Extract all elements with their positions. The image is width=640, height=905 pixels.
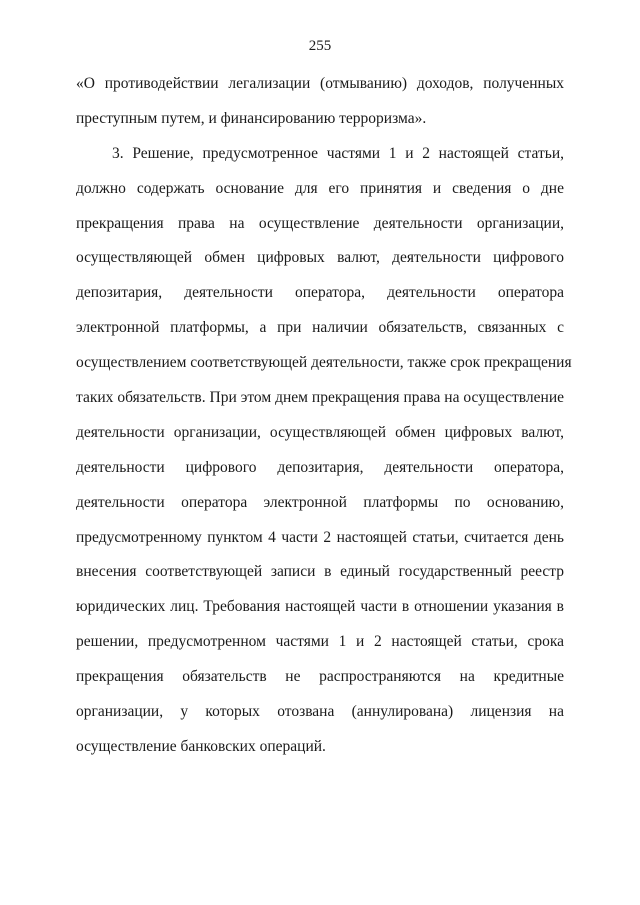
paragraph-start-line: 3. Решение, предусмотренное частями 1 и 2 настоящей статьи, [112,144,564,162]
text-line: депозитария, деятельности оператора, деятельности оператора [76,284,564,302]
text-line: решении, предусмотренном частями 1 и 2 настоящей статьи, срока [76,633,564,651]
text-line: осуществлением соответствующей деятельности, также срок прекращения [76,354,572,372]
document-body [76,74,572,772]
text-line: деятельности цифрового депозитария, деятельности оператора, [76,458,564,476]
text-line: прекращения обязательств не распространяются на кредитные [76,668,564,686]
text-line: предусмотренному пунктом 4 части 2 настоящей статьи, считается день [76,528,564,546]
text-line: осуществляющей обмен цифровых валют, деятельности цифрового [76,249,564,267]
text-line: электронной платформы, а при наличии обязательств, связанных с [76,319,564,337]
page-number: 255 [308,38,332,54]
text-line: внесения соответствующей записи в единый государственный реестр [76,563,564,581]
text-line: прекращения права на осуществление деятельности организации, [76,214,564,232]
text-line: организации, у которых отозвана (аннулирована) лицензия на [76,703,564,721]
text-line: деятельности оператора электронной платформы по основанию, [76,493,564,511]
text-line: должно содержать основание для его принятия и сведения о дне [76,179,564,197]
text-line: деятельности организации, осуществляющей обмен цифровых валют, [76,423,564,441]
text-line: осуществление банковских операций. [76,737,326,755]
text-line: «О противодействии легализации (отмыванию) доходов, полученных [76,75,564,92]
text-line: таких обязательств. При этом днем прекращения права на осуществление [76,389,564,407]
text-line: преступным путем, и финансированию терроризма». [76,109,427,127]
text-line: юридических лиц. Требования настоящей части в отношении указания в [76,598,564,616]
